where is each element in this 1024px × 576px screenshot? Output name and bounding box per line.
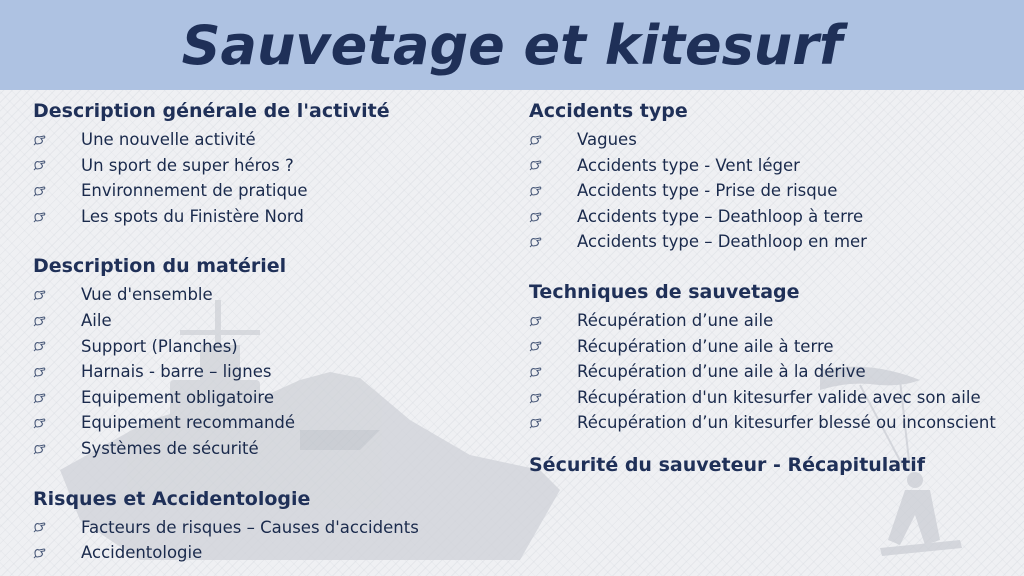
item-label: Systèmes de sécurité (81, 438, 259, 458)
list-item (33, 334, 503, 360)
item-label: Récupération d’une aile (577, 310, 774, 330)
item-list (33, 515, 503, 566)
list-item (33, 385, 503, 411)
item-label: Récupération d’un kitesurfer blessé ou inconscient (577, 413, 996, 433)
item-label: Un sport de super héros ? (81, 155, 294, 175)
item-label: Environnement de pratique (81, 181, 308, 201)
section-techniques-sauvetage (529, 277, 1019, 436)
pointing-hand-icon (33, 210, 47, 224)
pointing-hand-icon (33, 339, 47, 353)
list-item (33, 204, 503, 230)
title-banner (0, 0, 1024, 90)
pointing-hand-icon (529, 210, 543, 224)
item-label: Harnais - barre – lignes (81, 362, 272, 382)
item-label: Aile (81, 310, 112, 330)
section-risques-accidentologie (33, 484, 503, 566)
list-item (529, 334, 1019, 360)
pointing-hand-icon (529, 391, 543, 405)
pointing-hand-icon (33, 442, 47, 456)
section-heading: Accidents type (529, 100, 688, 122)
item-label: Vue d'ensemble (81, 285, 213, 305)
left-column (33, 96, 503, 566)
item-label: Récupération d'un kitesurfer valide avec son aile (577, 387, 981, 407)
section-description-generale (33, 96, 503, 229)
item-label: Accidents type - Prise de risque (577, 181, 838, 201)
list-item (33, 436, 503, 462)
section-heading: Sécurité du sauveteur - Récapitulatif (529, 453, 925, 476)
list-item (33, 178, 503, 204)
pointing-hand-icon (529, 365, 543, 379)
list-item (529, 178, 1019, 204)
pointing-hand-icon (529, 133, 543, 147)
item-list (33, 127, 503, 229)
list-item (33, 515, 503, 541)
item-label: Accidentologie (81, 543, 203, 563)
list-item (33, 282, 503, 308)
pointing-hand-icon (529, 314, 543, 328)
pointing-hand-icon (33, 184, 47, 198)
item-label: Support (Planches) (81, 336, 238, 356)
pointing-hand-icon (33, 520, 47, 534)
pointing-hand-icon (33, 546, 47, 560)
list-item (529, 204, 1019, 230)
item-label: Equipement recommandé (81, 413, 296, 433)
pointing-hand-icon (529, 416, 543, 430)
section-heading: Description du matériel (33, 255, 287, 278)
section-heading: Description générale de l'activité (33, 100, 390, 122)
pointing-hand-icon (33, 288, 47, 302)
section-description-materiel (33, 251, 503, 461)
pointing-hand-icon (33, 365, 47, 379)
list-item (33, 127, 503, 153)
slide-title: Sauvetage et kitesurf (181, 13, 843, 77)
list-item (529, 410, 1019, 436)
item-label: Accidents type – Deathloop à terre (577, 206, 864, 226)
list-item (529, 153, 1019, 179)
item-list (529, 308, 1019, 436)
item-label: Accidents type - Vent léger (577, 155, 800, 175)
list-item (33, 540, 503, 566)
list-item (529, 229, 1019, 255)
item-label: Une nouvelle activité (81, 130, 256, 149)
list-item (529, 308, 1019, 334)
section-heading: Risques et Accidentologie (33, 487, 311, 510)
list-item (33, 308, 503, 334)
spacer (529, 255, 1019, 277)
item-label: Equipement obligatoire (81, 387, 275, 407)
section-accidents-type (529, 96, 1019, 255)
section-securite-sauveteur (529, 450, 1019, 481)
list-item (529, 127, 1019, 153)
item-list (529, 127, 1019, 255)
list-item (33, 153, 503, 179)
list-item (33, 359, 503, 385)
item-label: Les spots du Finistère Nord (81, 206, 304, 226)
list-item (33, 410, 503, 436)
right-column (529, 96, 1019, 481)
section-heading: Techniques de sauvetage (529, 280, 800, 303)
pointing-hand-icon (529, 235, 543, 249)
list-item (529, 385, 1019, 411)
item-label: Accidents type – Deathloop en mer (577, 232, 867, 252)
item-label: Récupération d’une aile à terre (577, 336, 834, 356)
pointing-hand-icon (529, 339, 543, 353)
item-label: Vagues (577, 130, 637, 149)
pointing-hand-icon (529, 158, 543, 172)
item-list (33, 282, 503, 461)
pointing-hand-icon (529, 184, 543, 198)
item-label: Récupération d’une aile à la dérive (577, 362, 866, 382)
pointing-hand-icon (33, 416, 47, 430)
pointing-hand-icon (33, 158, 47, 172)
list-item (529, 359, 1019, 385)
pointing-hand-icon (33, 391, 47, 405)
spacer (33, 462, 503, 484)
pointing-hand-icon (33, 133, 47, 147)
spacer (33, 229, 503, 251)
pointing-hand-icon (33, 314, 47, 328)
spacer (529, 436, 1019, 450)
item-label: Facteurs de risques – Causes d'accidents (81, 517, 419, 537)
